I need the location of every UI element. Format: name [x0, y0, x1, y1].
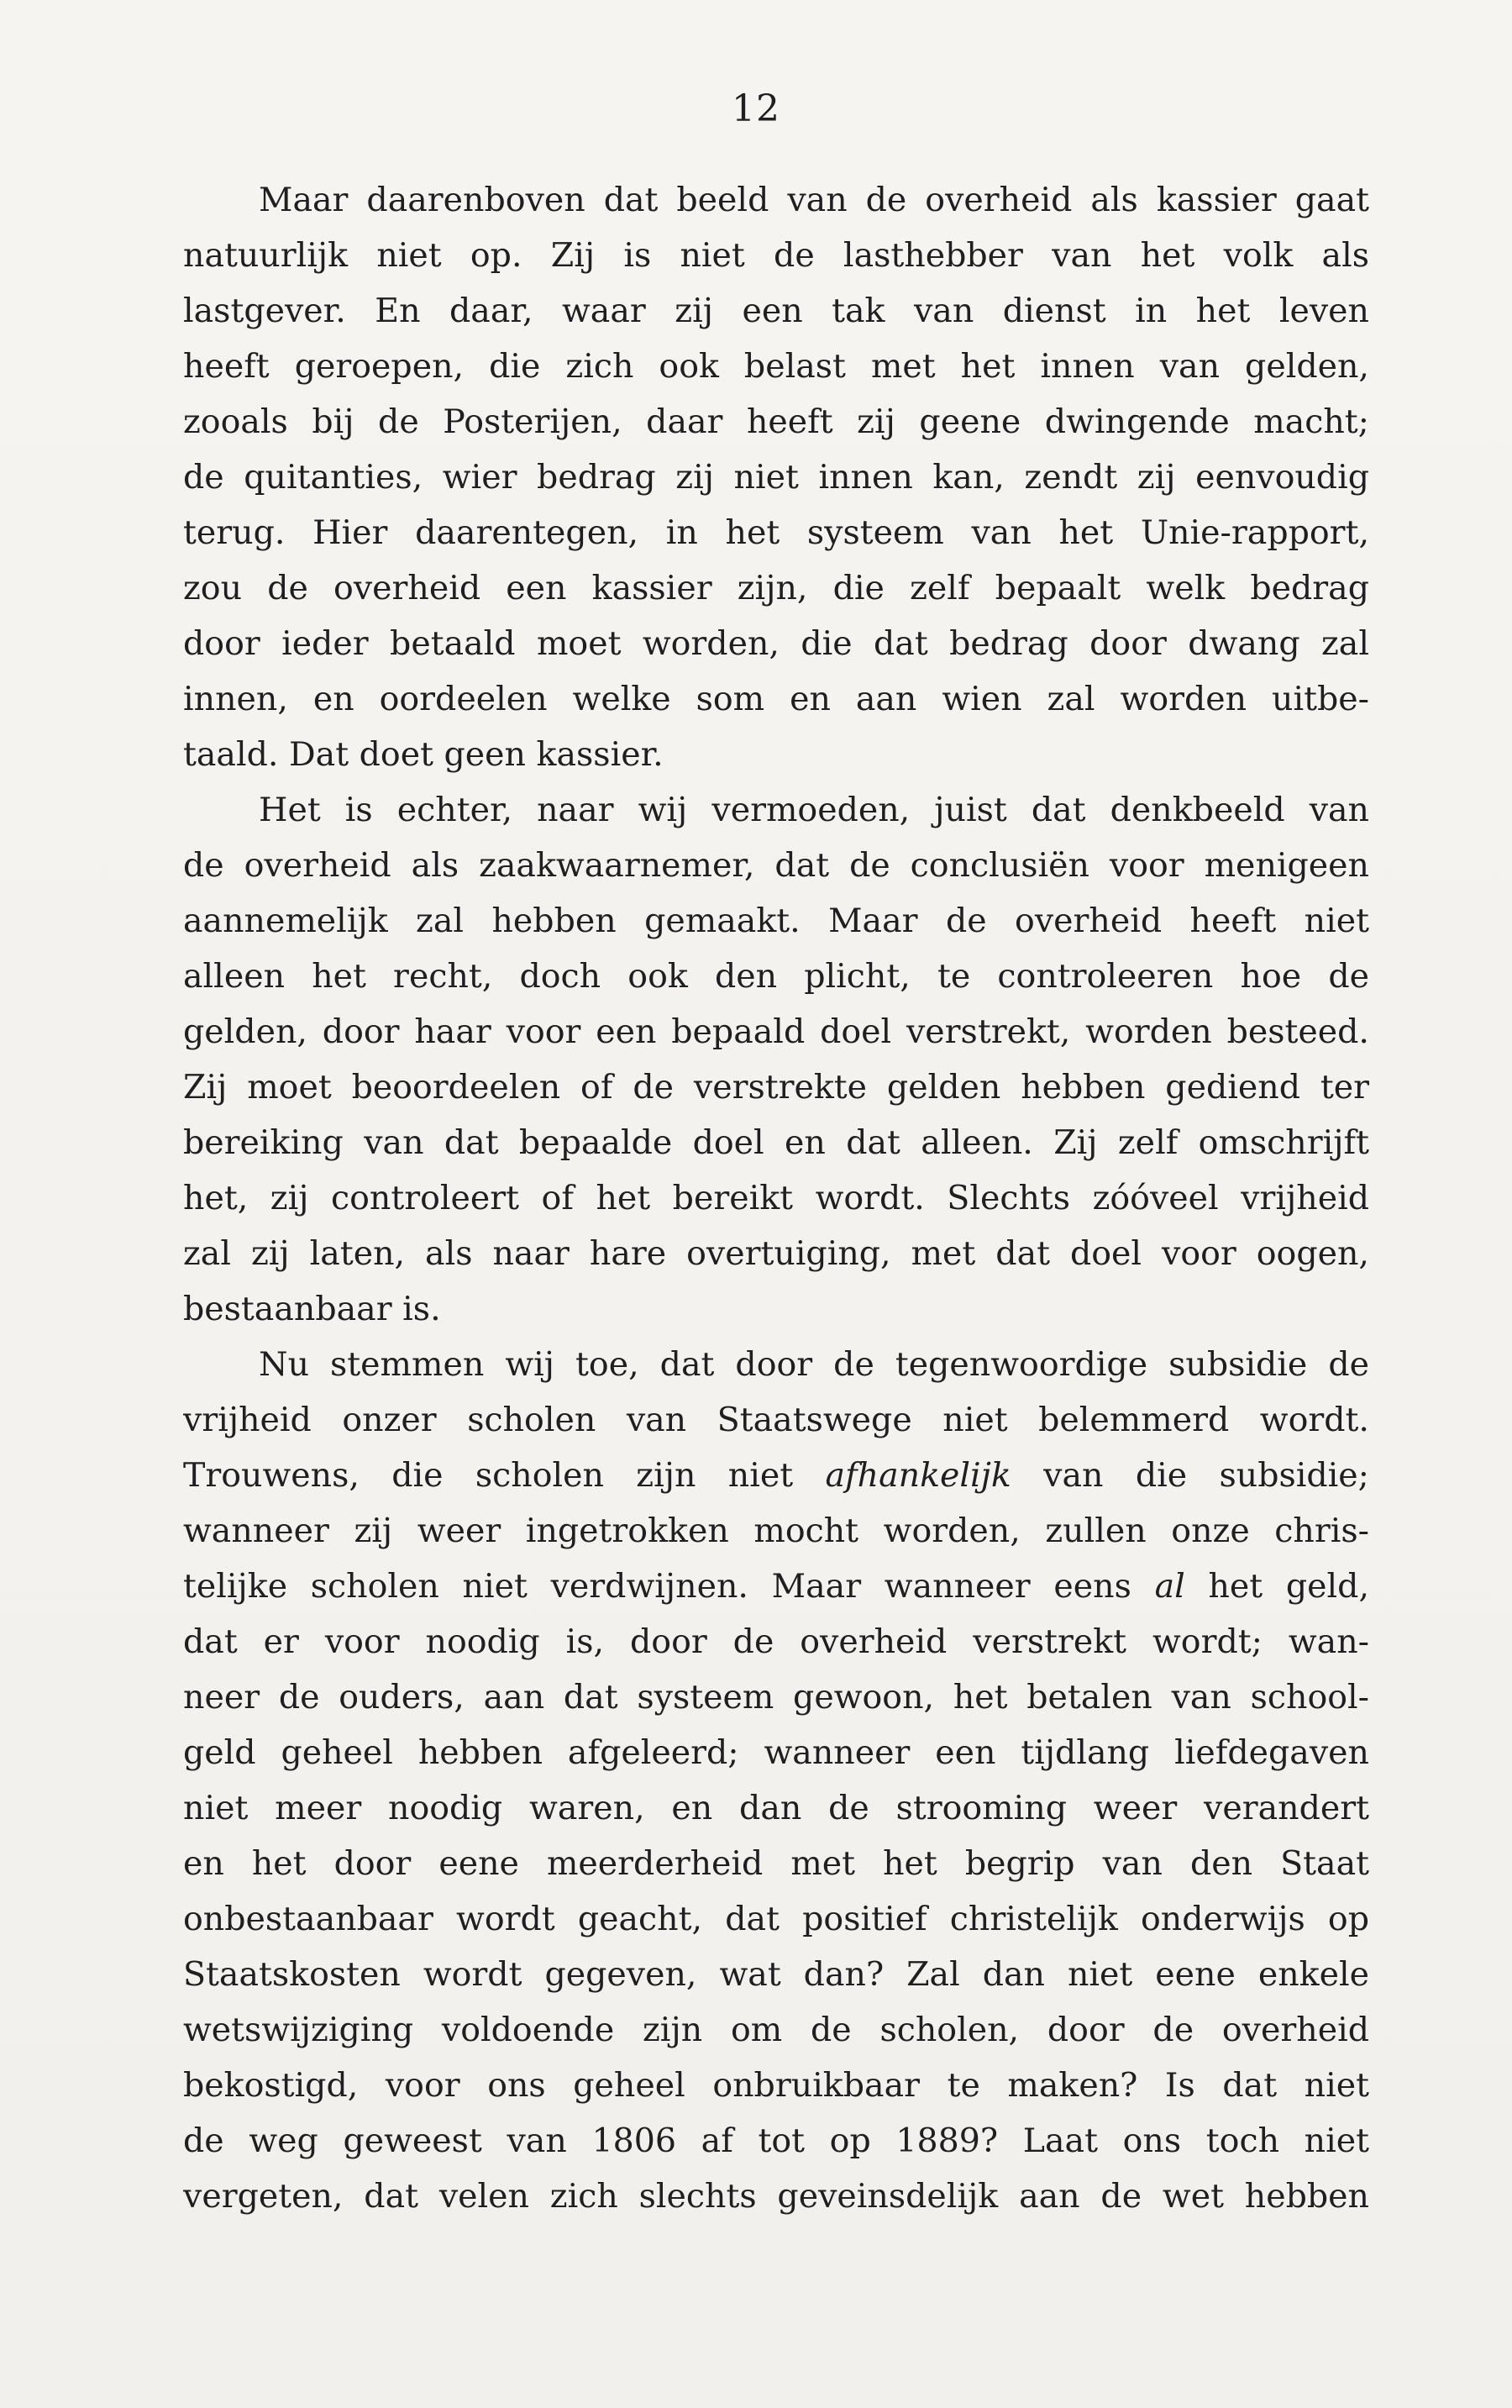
- text-line: niet meer noodig waren, en dan de strooming weer verandert: [183, 1789, 1369, 1827]
- page-number: 12: [732, 87, 780, 130]
- text-line: zou de overheid een kassier zijn, die zelf bepaalt welk bedrag: [183, 569, 1369, 607]
- text-line: bereiking van dat bepaalde doel en dat alleen. Zij zelf omschrijft: [183, 1123, 1369, 1162]
- text-line: alleen het recht, doch ook den plicht, te controleeren hoe de: [183, 957, 1369, 996]
- text-line: dat er voor noodig is, door de overheid verstrekt wordt; wan-: [183, 1622, 1369, 1661]
- text-line: natuurlijk niet op. Zij is niet de lasthebber van het volk als: [183, 236, 1369, 275]
- text-line: zal zij laten, als naar hare overtuiging, met dat doel voor oogen,: [183, 1234, 1369, 1273]
- text-line: gelden, door haar voor een bepaald doel verstrekt, worden besteed.: [183, 1012, 1369, 1051]
- text-segment: het geld,: [1184, 1567, 1369, 1606]
- text-line: lastgever. En daar, waar zij een tak van dienst in het leven: [183, 292, 1369, 330]
- text-line: door ieder betaald moet worden, die dat bedrag door dwang zal: [183, 624, 1369, 663]
- text-line: [183, 1559, 1369, 1614]
- text-line: bestaanbaar is.: [183, 1290, 441, 1328]
- text-line: Het is echter, naar wij vermoeden, juist dat denkbeeld van: [259, 791, 1369, 829]
- text-line: onbestaanbaar wordt geacht, dat positief christelijk onderwijs op: [183, 1900, 1369, 1938]
- text-line: de weg geweest van 1806 af tot op 1889? Laat ons toch niet: [183, 2121, 1369, 2160]
- text-segment: van die subsidie;: [1011, 1456, 1369, 1495]
- text-line: [183, 1448, 1369, 1503]
- text-line: zooals bij de Posterijen, daar heeft zij geene dwingende macht;: [183, 402, 1369, 441]
- text-line: wetswijziging voldoende zijn om de scholen, door de overheid: [183, 2011, 1369, 2049]
- text-line: Zij moet beoordeelen of de verstrekte gelden hebben gediend ter: [183, 1068, 1369, 1107]
- emphasis-text: afhankelijk: [825, 1456, 1011, 1495]
- text-line: de overheid als zaakwaarnemer, dat de conclusiën voor menigeen: [183, 846, 1369, 885]
- text-line: neer de ouders, aan dat systeem gewoon, het betalen van school-: [183, 1678, 1369, 1717]
- body-text: [183, 172, 1369, 2224]
- text-line: vrijheid onzer scholen van Staatswege niet belemmerd wordt.: [183, 1401, 1369, 1439]
- text-line: geld geheel hebben afgeleerd; wanneer een tijdlang liefdegaven: [183, 1733, 1369, 1772]
- text-line: het, zij controleert of het bereikt wordt. Slechts zóóveel vrijheid: [183, 1179, 1369, 1217]
- text-line: de quitanties, wier bedrag zij niet innen kan, zendt zij eenvoudig: [183, 458, 1369, 497]
- paragraph-3: [183, 1337, 1369, 2224]
- text-line: wanneer zij weer ingetrokken mocht worden, zullen onze chris-: [183, 1512, 1369, 1550]
- paragraph-2: [183, 782, 1369, 1337]
- text-segment: Trouwens, die scholen zijn niet: [183, 1456, 826, 1495]
- text-line: Staatskosten wordt gegeven, wat dan? Zal dan niet eene enkele: [183, 1955, 1369, 1994]
- text-line: innen, en oordeelen welke som en aan wien zal worden uitbe-: [183, 680, 1369, 718]
- text-line: aannemelijk zal hebben gemaakt. Maar de overheid heeft niet: [183, 902, 1369, 940]
- text-line: Maar daarenboven dat beeld van de overheid als kassier gaat: [259, 181, 1369, 219]
- emphasis-text: al: [1154, 1567, 1185, 1606]
- text-line: vergeten, dat velen zich slechts geveinsdelijk aan de wet hebben: [183, 2177, 1369, 2216]
- text-line: heeft geroepen, die zich ook belast met het innen van gelden,: [183, 347, 1369, 386]
- paragraph-1: [183, 172, 1369, 782]
- text-line: bekostigd, voor ons geheel onbruikbaar te maken? Is dat niet: [183, 2066, 1369, 2105]
- text-segment: telijke scholen niet verdwijnen. Maar wanneer eens: [183, 1567, 1155, 1606]
- text-line: Nu stemmen wij toe, dat door de tegenwoordige subsidie de: [259, 1345, 1369, 1384]
- text-line: terug. Hier daarentegen, in het systeem van het Unie-rapport,: [183, 513, 1369, 552]
- text-line: en het door eene meerderheid met het begrip van den Staat: [183, 1844, 1369, 1883]
- text-line: taald. Dat doet geen kassier.: [183, 735, 664, 774]
